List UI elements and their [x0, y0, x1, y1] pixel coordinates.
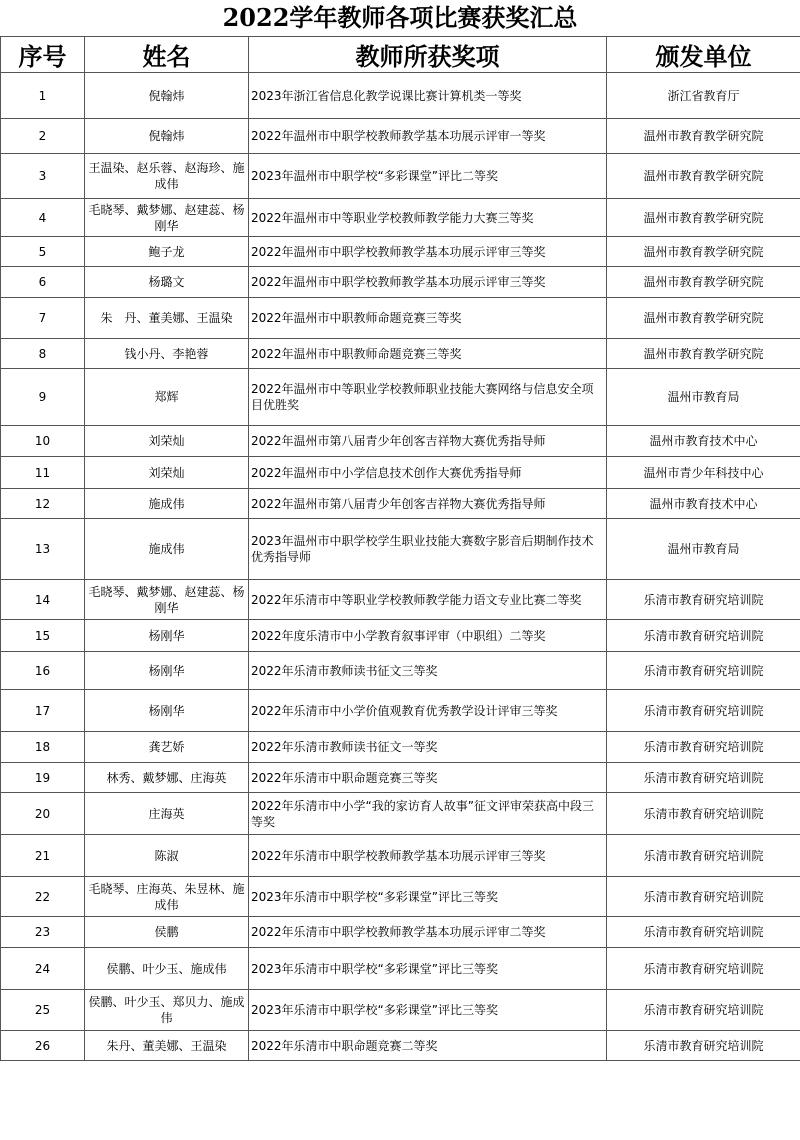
- cell-name: 侯鹏、叶少玉、施成伟: [85, 948, 249, 990]
- cell-no: 4: [1, 199, 85, 237]
- cell-unit: 乐清市教育研究培训院: [607, 1031, 800, 1061]
- cell-no: 12: [1, 489, 85, 519]
- table-row: [1, 267, 800, 298]
- cell-unit: 温州市教育技术中心: [607, 489, 800, 519]
- cell-no: 5: [1, 237, 85, 267]
- cell-unit: 乐清市教育研究培训院: [607, 877, 800, 917]
- table-row: [1, 119, 800, 154]
- table-row: [1, 154, 800, 199]
- cell-name: 朱 丹、董美娜、王温染: [85, 298, 249, 339]
- cell-award: 2022年乐清市中职学校教师教学基本功展示评审二等奖: [249, 917, 607, 948]
- table-row: [1, 489, 800, 519]
- header-award: 教师所获奖项: [249, 37, 607, 73]
- cell-unit: 温州市教育教学研究院: [607, 267, 800, 298]
- cell-award: 2022年度乐清市中小学教育叙事评审（中职组）二等奖: [249, 620, 607, 652]
- cell-name: 鲍子龙: [85, 237, 249, 267]
- cell-name: 朱丹、董美娜、王温染: [85, 1031, 249, 1061]
- cell-award: 2023年浙江省信息化教学说课比赛计算机类一等奖: [249, 73, 607, 119]
- cell-name: 陈淑: [85, 835, 249, 877]
- cell-award: 2022年乐清市中职命题竞赛二等奖: [249, 1031, 607, 1061]
- header-unit: 颁发单位: [607, 37, 800, 73]
- cell-no: 13: [1, 519, 85, 580]
- header-no: 序号: [1, 37, 85, 73]
- header-name: 姓名: [85, 37, 249, 73]
- cell-name: 杨刚华: [85, 690, 249, 732]
- cell-unit: 温州市教育教学研究院: [607, 339, 800, 369]
- cell-award: 2022年温州市中职教师命题竞赛三等奖: [249, 339, 607, 369]
- cell-unit: 乐清市教育研究培训院: [607, 763, 800, 793]
- table-row: [1, 580, 800, 620]
- cell-award: 2022年乐清市教师读书征文三等奖: [249, 652, 607, 690]
- cell-name: 毛晓琴、戴梦娜、赵建蕊、杨刚华: [85, 199, 249, 237]
- cell-no: 25: [1, 990, 85, 1031]
- awards-table: [0, 36, 800, 1061]
- cell-name: 杨刚华: [85, 620, 249, 652]
- table-row: [1, 519, 800, 580]
- cell-no: 26: [1, 1031, 85, 1061]
- cell-award: 2023年乐清市中职学校“多彩课堂”评比三等奖: [249, 877, 607, 917]
- cell-no: 8: [1, 339, 85, 369]
- cell-award: 2022年乐清市教师读书征文一等奖: [249, 732, 607, 763]
- cell-unit: 温州市教育教学研究院: [607, 237, 800, 267]
- cell-name: 龚艺娇: [85, 732, 249, 763]
- page-title: 2022学年教师各项比赛获奖汇总: [222, 3, 578, 32]
- cell-no: 18: [1, 732, 85, 763]
- cell-award: 2022年乐清市中职命题竞赛三等奖: [249, 763, 607, 793]
- table-row: [1, 948, 800, 990]
- cell-unit: 温州市教育局: [607, 369, 800, 426]
- cell-award: 2022年温州市第八届青少年创客吉祥物大赛优秀指导师: [249, 489, 607, 519]
- cell-unit: 温州市教育技术中心: [607, 426, 800, 457]
- cell-name: 庄海英: [85, 793, 249, 835]
- cell-award: 2022年温州市中职教师命题竞赛三等奖: [249, 298, 607, 339]
- cell-award: 2022年温州市中职学校教师教学基本功展示评审一等奖: [249, 119, 607, 154]
- cell-award: 2022年乐清市中小学价值观教育优秀教学设计评审三等奖: [249, 690, 607, 732]
- cell-no: 11: [1, 457, 85, 489]
- cell-name: 王温染、赵乐蓉、赵海珍、施成伟: [85, 154, 249, 199]
- table-row: [1, 793, 800, 835]
- cell-no: 6: [1, 267, 85, 298]
- cell-award: 2023年乐清市中职学校“多彩课堂”评比三等奖: [249, 948, 607, 990]
- cell-award: 2022年温州市中等职业学校教师职业技能大赛网络与信息安全项目优胜奖: [249, 369, 607, 426]
- cell-unit: 温州市教育教学研究院: [607, 199, 800, 237]
- cell-name: 林秀、戴梦娜、庄海英: [85, 763, 249, 793]
- cell-name: 钱小丹、李艳蓉: [85, 339, 249, 369]
- cell-name: 施成伟: [85, 489, 249, 519]
- cell-name: 侯鹏: [85, 917, 249, 948]
- cell-unit: 乐清市教育研究培训院: [607, 652, 800, 690]
- table-row: [1, 369, 800, 426]
- table-row: [1, 339, 800, 369]
- cell-unit: 浙江省教育厅: [607, 73, 800, 119]
- table-row: [1, 237, 800, 267]
- cell-name: 施成伟: [85, 519, 249, 580]
- cell-award: 2023年乐清市中职学校“多彩课堂”评比三等奖: [249, 990, 607, 1031]
- cell-unit: 乐清市教育研究培训院: [607, 620, 800, 652]
- cell-name: 郑辉: [85, 369, 249, 426]
- table-row: [1, 877, 800, 917]
- cell-unit: 乐清市教育研究培训院: [607, 917, 800, 948]
- cell-no: 1: [1, 73, 85, 119]
- cell-unit: 乐清市教育研究培训院: [607, 990, 800, 1031]
- table-row: [1, 457, 800, 489]
- cell-award: 2022年温州市中等职业学校教师教学能力大赛三等奖: [249, 199, 607, 237]
- table-row: [1, 1031, 800, 1061]
- table-body: [1, 73, 800, 1061]
- cell-no: 14: [1, 580, 85, 620]
- table-row: [1, 199, 800, 237]
- cell-award: 2022年温州市中职学校教师教学基本功展示评审三等奖: [249, 237, 607, 267]
- cell-no: 21: [1, 835, 85, 877]
- table-row: [1, 990, 800, 1031]
- table-row: [1, 298, 800, 339]
- cell-unit: 乐清市教育研究培训院: [607, 580, 800, 620]
- cell-unit: 乐清市教育研究培训院: [607, 948, 800, 990]
- cell-name: 刘荣灿: [85, 426, 249, 457]
- cell-no: 7: [1, 298, 85, 339]
- cell-no: 24: [1, 948, 85, 990]
- cell-unit: 温州市青少年科技中心: [607, 457, 800, 489]
- cell-unit: 乐清市教育研究培训院: [607, 690, 800, 732]
- cell-no: 3: [1, 154, 85, 199]
- table-row: [1, 73, 800, 119]
- table-header-row: [1, 37, 800, 73]
- cell-unit: 温州市教育教学研究院: [607, 119, 800, 154]
- cell-name: 杨刚华: [85, 652, 249, 690]
- cell-no: 9: [1, 369, 85, 426]
- cell-name: 侯鹏、叶少玉、郑贝力、施成伟: [85, 990, 249, 1031]
- cell-name: 毛晓琴、戴梦娜、赵建蕊、杨刚华: [85, 580, 249, 620]
- cell-award: 2023年温州市中职学校学生职业技能大赛数字影音后期制作技术优秀指导师: [249, 519, 607, 580]
- cell-unit: 乐清市教育研究培训院: [607, 732, 800, 763]
- cell-name: 刘荣灿: [85, 457, 249, 489]
- cell-award: 2022年乐清市中小学“我的家访育人故事”征文评审荣获高中段三等奖: [249, 793, 607, 835]
- cell-award: 2022年温州市中职学校教师教学基本功展示评审三等奖: [249, 267, 607, 298]
- cell-no: 15: [1, 620, 85, 652]
- table-row: [1, 732, 800, 763]
- cell-award: 2022年温州市第八届青少年创客吉祥物大赛优秀指导师: [249, 426, 607, 457]
- cell-award: 2022年乐清市中职学校教师教学基本功展示评审三等奖: [249, 835, 607, 877]
- table-row: [1, 917, 800, 948]
- cell-no: 16: [1, 652, 85, 690]
- cell-name: 毛晓琴、庄海英、朱昱林、施成伟: [85, 877, 249, 917]
- cell-unit: 温州市教育局: [607, 519, 800, 580]
- table-row: [1, 690, 800, 732]
- table-row: [1, 426, 800, 457]
- cell-no: 19: [1, 763, 85, 793]
- cell-no: 10: [1, 426, 85, 457]
- cell-award: 2022年乐清市中等职业学校教师教学能力语文专业比赛二等奖: [249, 580, 607, 620]
- cell-name: 倪翰炜: [85, 73, 249, 119]
- cell-unit: 温州市教育教学研究院: [607, 298, 800, 339]
- cell-no: 17: [1, 690, 85, 732]
- cell-name: 倪翰炜: [85, 119, 249, 154]
- cell-unit: 乐清市教育研究培训院: [607, 835, 800, 877]
- cell-no: 20: [1, 793, 85, 835]
- table-row: [1, 652, 800, 690]
- cell-award: 2023年温州市中职学校“多彩课堂”评比二等奖: [249, 154, 607, 199]
- cell-name: 杨璐文: [85, 267, 249, 298]
- table-row: [1, 620, 800, 652]
- table-row: [1, 763, 800, 793]
- cell-no: 2: [1, 119, 85, 154]
- cell-award: 2022年温州市中小学信息技术创作大赛优秀指导师: [249, 457, 607, 489]
- cell-no: 23: [1, 917, 85, 948]
- cell-unit: 乐清市教育研究培训院: [607, 793, 800, 835]
- cell-no: 22: [1, 877, 85, 917]
- cell-unit: 温州市教育教学研究院: [607, 154, 800, 199]
- table-row: [1, 835, 800, 877]
